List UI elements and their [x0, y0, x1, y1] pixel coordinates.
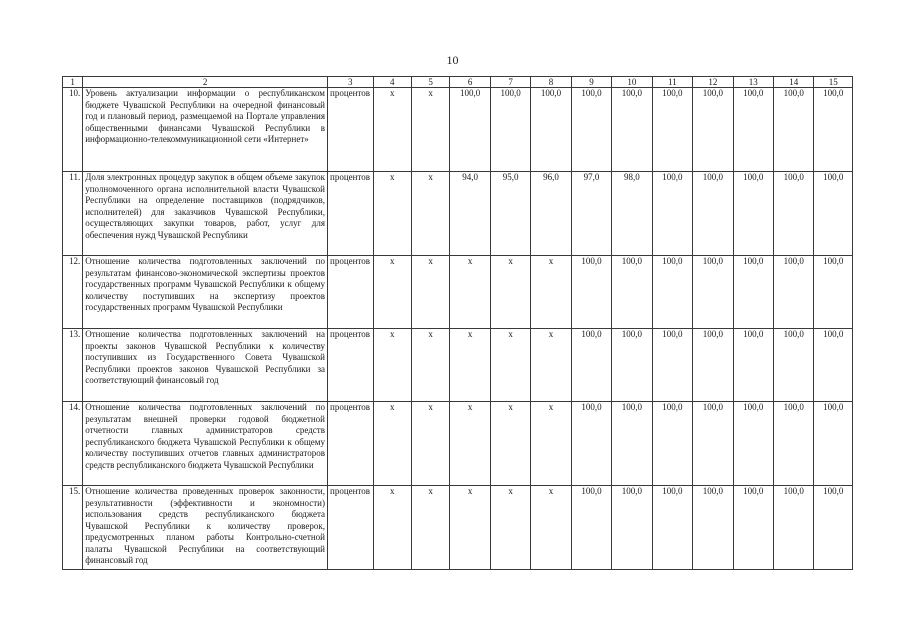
value-cell: 100,0: [814, 256, 853, 329]
header-cell: 13: [733, 77, 773, 88]
value-cell: 100,0: [652, 256, 692, 329]
table-body: [63, 77, 853, 570]
value-cell: 100,0: [652, 329, 692, 402]
value-cell: 100,0: [774, 172, 814, 256]
header-cell: 8: [531, 77, 571, 88]
unit-cell: процентов: [328, 172, 374, 256]
value-cell: 100,0: [612, 486, 652, 570]
value-cell: 94,0: [450, 172, 490, 256]
value-cell: 100,0: [571, 256, 611, 329]
header-cell: 7: [490, 77, 530, 88]
value-cell: x: [373, 402, 411, 486]
value-cell: 100,0: [652, 172, 692, 256]
value-cell: 100,0: [733, 172, 773, 256]
value-cell: 100,0: [814, 486, 853, 570]
indicator-description: Отношение количества подготовленных заключений по результатам финансово-экономической экспертизы проектов государственных программ Чувашской Республики к общему количеству поступивших на экспертизу проектов государственных программ Чувашской Республики: [83, 256, 328, 329]
header-cell: 2: [83, 77, 328, 88]
value-cell: 100,0: [814, 88, 853, 172]
value-cell: x: [490, 402, 530, 486]
indicator-description: Уровень актуализации информации о республиканском бюджете Чувашской Республики на очередной финансовый год и плановый период, размещаемой на Портале управления общественными финансами Чувашской Республики в информационно-телекоммуникационной сети «Интернет»: [83, 88, 328, 172]
value-cell: 100,0: [774, 486, 814, 570]
value-cell: x: [373, 172, 411, 256]
indicator-description: Отношение количества проведенных проверок законности, результативности (эффективности и экономности) использования средств республиканского бюджета Чувашской Республики к количеству проверок, предусмотренных планом работы Контрольно-счетной палаты Чувашской Республики на соответствующий финансовый год: [83, 486, 328, 570]
table-row: [63, 88, 853, 172]
value-cell: 100,0: [571, 88, 611, 172]
indicator-description: Отношение количества подготовленных заключений по результатам внешней проверки годовой бюджетной отчетности главных администраторов средств республиканского бюджета Чувашской Республики к общему количеству поступивших отчетов главных администраторов средств республиканского бюджета Чувашской Республики: [83, 402, 328, 486]
value-cell: x: [411, 402, 449, 486]
indicator-description: Отношение количества подготовленных заключений на проекты законов Чувашской Республики к количеству поступивших из Государственного Совета Чувашской Республики проектов законов Чувашской Республики за соответствующий финансовый год: [83, 329, 328, 402]
value-cell: x: [411, 88, 449, 172]
value-cell: 100,0: [733, 329, 773, 402]
indicators-table: [62, 76, 853, 570]
unit-cell: процентов: [328, 486, 374, 570]
value-cell: 100,0: [814, 172, 853, 256]
value-cell: 100,0: [774, 329, 814, 402]
unit-cell: процентов: [328, 402, 374, 486]
value-cell: 100,0: [652, 486, 692, 570]
header-cell: 11: [652, 77, 692, 88]
value-cell: 97,0: [571, 172, 611, 256]
header-cell: 12: [693, 77, 733, 88]
value-cell: x: [450, 256, 490, 329]
value-cell: 100,0: [814, 402, 853, 486]
value-cell: x: [531, 256, 571, 329]
value-cell: 100,0: [774, 256, 814, 329]
header-row: [63, 77, 853, 88]
value-cell: 100,0: [693, 402, 733, 486]
unit-cell: процентов: [328, 256, 374, 329]
value-cell: 98,0: [612, 172, 652, 256]
value-cell: x: [450, 329, 490, 402]
value-cell: x: [373, 486, 411, 570]
value-cell: 100,0: [693, 329, 733, 402]
unit-cell: процентов: [328, 329, 374, 402]
header-cell: 3: [328, 77, 374, 88]
value-cell: x: [411, 486, 449, 570]
value-cell: x: [450, 402, 490, 486]
row-number: 13.: [63, 329, 83, 402]
value-cell: x: [411, 172, 449, 256]
header-cell: 14: [774, 77, 814, 88]
table-row: [63, 256, 853, 329]
value-cell: 100,0: [693, 256, 733, 329]
value-cell: 100,0: [612, 88, 652, 172]
row-number: 11.: [63, 172, 83, 256]
row-number: 14.: [63, 402, 83, 486]
value-cell: 100,0: [450, 88, 490, 172]
table-row: [63, 486, 853, 570]
value-cell: x: [411, 329, 449, 402]
value-cell: 100,0: [571, 402, 611, 486]
indicator-description: Доля электронных процедур закупок в общем объеме закупок уполномоченного органа исполнительной власти Чувашской Республики на определение поставщиков (подрядчиков, исполнителей) для заказчиков Чувашской Республики, осуществляющих закупки товаров, работ, услуг для обеспечения нужд Чувашской Республики: [83, 172, 328, 256]
value-cell: x: [450, 486, 490, 570]
value-cell: 100,0: [774, 88, 814, 172]
header-cell: 6: [450, 77, 490, 88]
header-cell: 1: [63, 77, 83, 88]
value-cell: 100,0: [571, 486, 611, 570]
value-cell: 100,0: [733, 402, 773, 486]
table-row: [63, 329, 853, 402]
value-cell: 100,0: [571, 329, 611, 402]
value-cell: 100,0: [652, 402, 692, 486]
value-cell: x: [490, 329, 530, 402]
value-cell: 100,0: [490, 88, 530, 172]
value-cell: 100,0: [733, 486, 773, 570]
value-cell: x: [531, 329, 571, 402]
header-cell: 5: [411, 77, 449, 88]
page-number: 10: [446, 53, 459, 67]
table-row: [63, 172, 853, 256]
value-cell: 100,0: [612, 329, 652, 402]
value-cell: 100,0: [612, 256, 652, 329]
value-cell: x: [490, 256, 530, 329]
value-cell: x: [373, 256, 411, 329]
row-number: 10.: [63, 88, 83, 172]
value-cell: x: [411, 256, 449, 329]
value-cell: 95,0: [490, 172, 530, 256]
row-number: 12.: [63, 256, 83, 329]
value-cell: x: [373, 88, 411, 172]
value-cell: 100,0: [733, 88, 773, 172]
value-cell: 100,0: [733, 256, 773, 329]
value-cell: 100,0: [774, 402, 814, 486]
value-cell: x: [531, 402, 571, 486]
value-cell: 100,0: [693, 88, 733, 172]
value-cell: 100,0: [612, 402, 652, 486]
value-cell: 100,0: [693, 172, 733, 256]
header-cell: 15: [814, 77, 853, 88]
header-cell: 10: [612, 77, 652, 88]
table-row: [63, 402, 853, 486]
value-cell: 100,0: [531, 88, 571, 172]
header-cell: 9: [571, 77, 611, 88]
header-cell: 4: [373, 77, 411, 88]
value-cell: x: [531, 486, 571, 570]
value-cell: x: [373, 329, 411, 402]
value-cell: x: [490, 486, 530, 570]
unit-cell: процентов: [328, 88, 374, 172]
value-cell: 100,0: [652, 88, 692, 172]
value-cell: 96,0: [531, 172, 571, 256]
value-cell: 100,0: [693, 486, 733, 570]
value-cell: 100,0: [814, 329, 853, 402]
row-number: 15.: [63, 486, 83, 570]
